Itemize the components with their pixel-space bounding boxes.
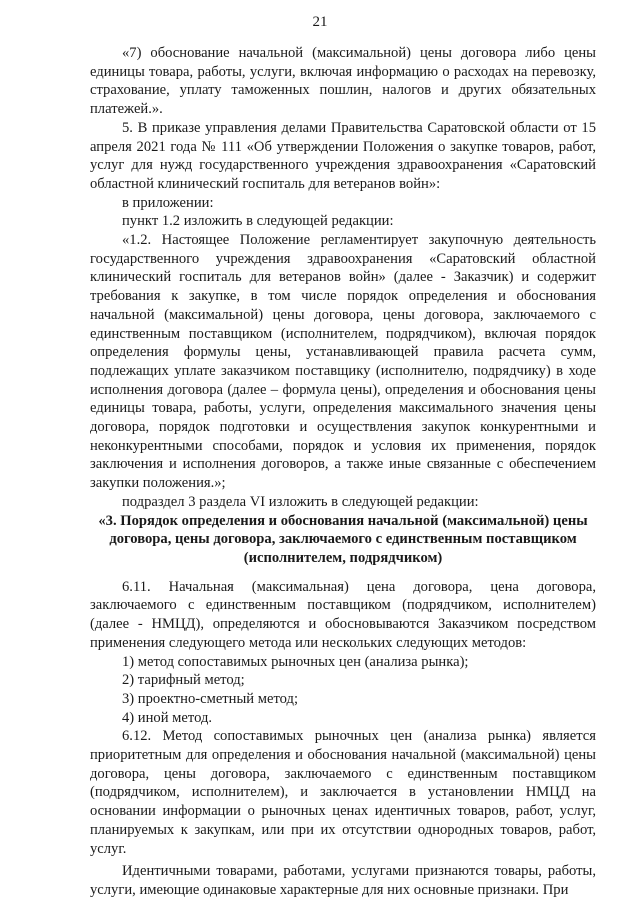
method-item-2: 2) тарифный метод; [122,672,245,689]
method-item-3: 3) проектно-сметный метод; [122,690,299,707]
page-number: 21 [312,14,328,30]
section-heading: «3. Порядок определения и обоснования начальной (максимальной) цены договора, цены договора, заключаемого с единственным поставщиком (исполнителем, подрядчиком) [98,512,588,566]
method-item-4: 4) иной метод. [122,709,213,726]
paragraph-point-5: 5. В приказе управления делами Правительства Саратовской области от 15 апреля 2021 года № 111 «Об утверждении Положения о закупке товаров, работ, услуг для нужд государственного учреждения здравоохранения «Саратовский областной клинический госпиталь для ветеранов войн»: [90,119,596,192]
paragraph-subsection-intro: подраздел 3 раздела VI изложить в следующей редакции: [122,493,479,510]
paragraph-in-appendix: в приложении: [122,194,214,211]
paragraph-point-1-2: «1.2. Настоящее Положение регламентирует закупочную деятельность государственного учреждения здравоохранения «Саратовский областной клинический госпиталь для ветеранов войн» (далее - Заказчик) и содержит требования к закупке, в том числе порядок определения и обоснования начальной (максимальной) цены договора, цены договора, заключаемого с единственным поставщиком (исполнителем, подрядчиком), включая порядок определения формулы цены, устанавливающей правила расчета сумм, подлежащих уплате заказчиком поставщику (исполнителю, подрядчику) в ходе исполнения договора (далее – формула цены), определения и обоснования цены единицы товара, работы, услуги, определения максимального значения цены договора, порядок подготовки и осуществления закупок конкурентными и неконкурентными способами, порядок и условия их применения, порядок заключения и исполнения договоров, а также иные связанные с обеспечением закупки положения.»; [90,232,596,492]
paragraph-6-12: 6.12. Метод сопоставимых рыночных цен (анализа рынка) является приоритетным для определения и обоснования начальной (максимальной) цены договора, цены договора, заключаемого с единственным поставщиком (подрядчиком, исполнителем), и заключается в установлении НМЦД на основании информации о рыночных ценах идентичных товаров, работ, услуг, планируемых к закупкам, или при их отсутствии однородных товаров, работ, услуг. [90,728,596,857]
paragraph-point-1-2-intro: пункт 1.2 изложить в следующей редакции: [122,213,394,230]
paragraph-item-7: «7) обоснование начальной (максимальной) цены договора либо цены единицы товара, работы, услуги, включая информацию о расходах на перевозку, страхование, уплату таможенных пошлин, налогов и других обязательных платежей.». [90,45,596,118]
paragraph-identical-goods: Идентичными товарами, работами, услугами признаются товары, работы, услуги, имеющие одинаковые характерные для них основные признаки. При [90,863,596,898]
method-item-1: 1) метод сопоставимых рыночных цен (анализа рынка); [122,653,469,670]
document-body [90,44,596,900]
paragraph-6-11: 6.11. Начальная (максимальная) цена договора, цена договора, заключаемого с единственным поставщиком (подрядчиком, исполнителем) (далее - НМЦД), определяются и обосновываются Заказчиком посредством применения следующего метода или нескольких следующих методов: [90,578,596,651]
